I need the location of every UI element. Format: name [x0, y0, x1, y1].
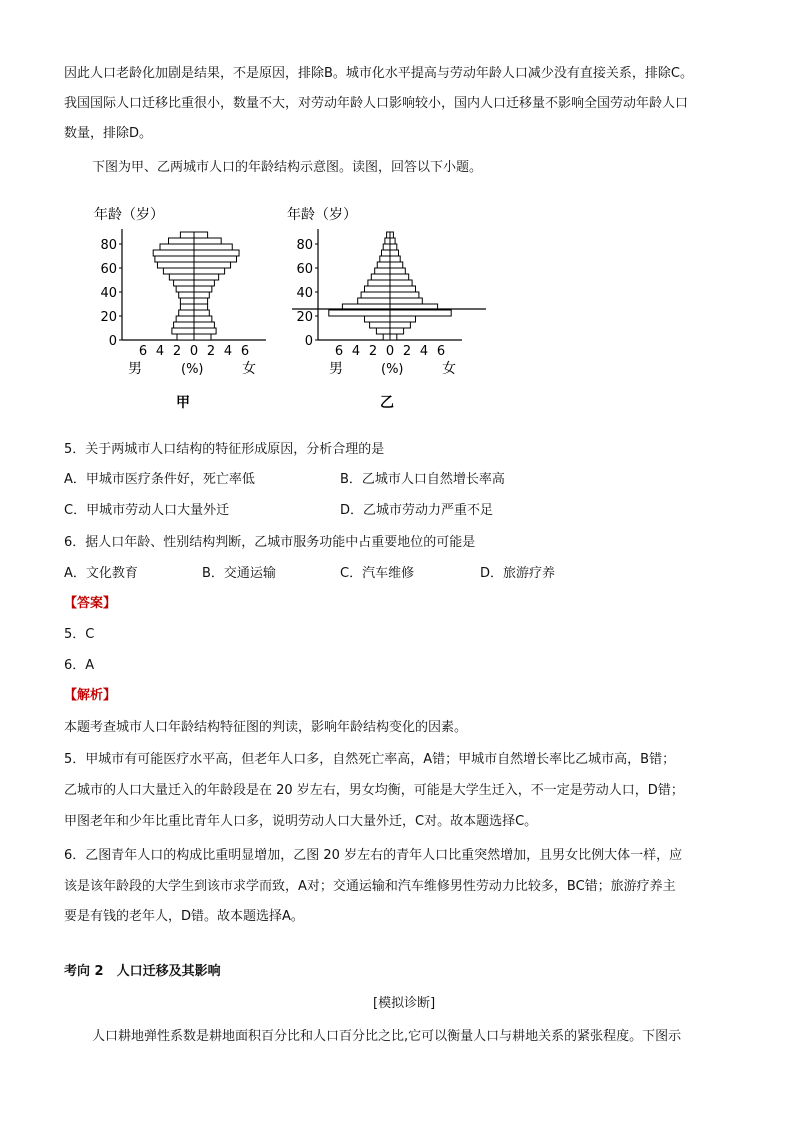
female-bar-45-50	[390, 280, 412, 286]
x-tick-label: 6	[334, 344, 344, 359]
female-label: 女	[242, 361, 256, 377]
male-bar-55-60	[375, 268, 390, 274]
intro-line-2: 我国国际人口迁移比重很小，数量不大，对劳动年龄人口影响较小，国内人口迁移量不影响全国劳动年龄人口	[64, 96, 689, 111]
female-bar-30-35	[390, 298, 422, 304]
female-bar-85-90	[194, 232, 208, 238]
y-tick-label: 80	[100, 238, 117, 253]
percent-label: (%)	[381, 362, 404, 377]
female-bar-20-25	[390, 310, 451, 316]
caption-jia: 甲	[176, 395, 190, 411]
pyramid-yi	[287, 206, 486, 411]
female-label: 女	[442, 361, 456, 377]
female-bar-50-55	[194, 274, 219, 280]
x-tick-label: 2	[172, 344, 182, 359]
y-tick-label: 40	[296, 286, 313, 301]
analysis-line-5: 6．乙图青年人口的构成比重明显增加，乙图 20 岁左右的青年人口比重突然增加，且男女比例大体一样，应	[64, 848, 683, 863]
y-tick-label: 20	[296, 310, 313, 325]
male-bar-60-65	[157, 262, 194, 268]
female-bar-65-70	[194, 256, 237, 262]
y-tick-label: 20	[100, 310, 117, 325]
male-bar-45-50	[174, 280, 194, 286]
female-bar-60-65	[194, 262, 231, 268]
male-label: 男	[329, 361, 343, 377]
female-bar-40-45	[390, 286, 416, 292]
female-bar-10-15	[194, 322, 214, 328]
female-bar-80-85	[194, 238, 221, 244]
y-tick-label: 40	[100, 286, 117, 301]
y-tick-label: 60	[100, 262, 117, 277]
male-bar-5-10	[172, 328, 194, 334]
male-bar-80-85	[169, 238, 195, 244]
q6-option-b[interactable]: B．交通运输	[202, 566, 276, 581]
x-tick-label: 6	[138, 344, 148, 359]
y-tick-label: 0	[304, 334, 313, 349]
percent-label: (%)	[181, 362, 204, 377]
male-bar-10-15	[370, 322, 390, 328]
analysis-line-4: 甲图老年和少年比重比青年人口多，说明劳动人口大量外迁，C对。故本题选择C。	[64, 814, 538, 829]
x-tick-label: 4	[155, 344, 165, 359]
section-heading: 考向 2 人口迁移及其影响	[64, 964, 221, 979]
male-bar-80-85	[385, 238, 390, 244]
male-bar-0-5	[177, 334, 194, 340]
male-bar-10-15	[174, 322, 194, 328]
figure-prompt: 下图为甲、乙两城市人口的年龄结构示意图。读图，回答以下小题。	[92, 160, 483, 175]
male-bar-85-90	[180, 232, 194, 238]
q5-option-a[interactable]: A．甲城市医疗条件好，死亡率低	[64, 472, 255, 487]
x-tick-label: 2	[206, 344, 216, 359]
male-bar-50-55	[371, 274, 390, 280]
caption-yi: 乙	[380, 395, 394, 411]
male-bar-55-60	[163, 268, 194, 274]
q5-option-d[interactable]: D．乙城市劳动力严重不足	[340, 503, 494, 518]
intro-line-1: 因此人口老龄化加剧是结果，不是原因，排除B。城市化水平提高与劳动年龄人口减少没有直接关系，排除C。	[64, 66, 693, 81]
x-tick-label: 0	[189, 344, 199, 359]
female-bar-5-10	[390, 328, 404, 334]
x-tick-label: 6	[436, 344, 446, 359]
male-bar-35-40	[361, 292, 390, 298]
female-bar-75-80	[194, 244, 232, 250]
female-bar-70-75	[194, 250, 239, 256]
female-bar-65-70	[390, 256, 400, 262]
female-bar-15-20	[390, 316, 416, 322]
male-bar-40-45	[176, 286, 194, 292]
female-bar-35-40	[390, 292, 419, 298]
x-tick-label: 2	[368, 344, 378, 359]
y-tick-label: 60	[296, 262, 313, 277]
question-6-stem: 6．据人口年龄、性别结构判断，乙城市服务功能中占重要地位的可能是	[64, 535, 476, 550]
female-bar-25-30	[194, 304, 208, 310]
male-bar-0-5	[383, 334, 390, 340]
male-bar-60-65	[377, 262, 390, 268]
section-subheading: [模拟诊断]	[373, 996, 436, 1011]
male-bar-30-35	[180, 298, 194, 304]
female-bar-0-5	[390, 334, 397, 340]
x-tick-label: 0	[385, 344, 395, 359]
x-tick-label: 4	[351, 344, 361, 359]
analysis-line-1: 本题考查城市人口年龄结构特征图的判读，影响年龄结构变化的因素。	[64, 720, 468, 735]
q5-option-c[interactable]: C．甲城市劳动人口大量外迁	[64, 503, 230, 518]
male-bar-25-30	[180, 304, 194, 310]
y-axis-title: 年龄（岁）	[287, 207, 357, 223]
female-bar-15-20	[194, 316, 212, 322]
female-bar-55-60	[194, 268, 225, 274]
analysis-line-2: 5．甲城市有可能医疗水平高，但老年人口多，自然死亡率高，A错；甲城市自然增长率比乙城市高，B错；	[64, 752, 676, 767]
male-bar-15-20	[365, 316, 391, 322]
male-bar-20-25	[329, 310, 390, 316]
male-bar-50-55	[169, 274, 194, 280]
pyramid-jia	[94, 206, 266, 411]
answer-label: 【答案】	[64, 596, 117, 611]
answer-6: 6．A	[64, 658, 95, 673]
female-bar-20-25	[194, 310, 209, 316]
female-bar-10-15	[390, 322, 410, 328]
female-bar-60-65	[390, 262, 403, 268]
section-text: 人口耕地弹性系数是耕地面积百分比和人口百分比之比,它可以衡量人口与耕地关系的紧张程度。下图示	[92, 1029, 682, 1044]
q6-option-c[interactable]: C．汽车维修	[340, 566, 415, 581]
female-bar-40-45	[194, 286, 212, 292]
female-bar-45-50	[194, 280, 214, 286]
female-bar-50-55	[390, 274, 409, 280]
female-bar-85-90	[390, 232, 393, 238]
male-label: 男	[128, 361, 142, 377]
female-bar-75-80	[390, 244, 397, 250]
male-bar-65-70	[155, 256, 194, 262]
question-5-stem: 5．关于两城市人口结构的特征形成原因，分析合理的是	[64, 442, 385, 457]
q6-option-a[interactable]: A．文化教育	[64, 566, 138, 581]
female-bar-80-85	[390, 238, 395, 244]
x-tick-label: 6	[240, 344, 250, 359]
female-bar-55-60	[390, 268, 405, 274]
analysis-line-3: 乙城市的人口大量迁入的年龄段是在 20 岁左右，男女均衡，可能是大学生迁入，不一定是劳动人口，D错；	[64, 783, 684, 798]
analysis-line-6: 该是该年龄段的大学生到该市求学而致，A对；交通运输和汽车维修男性劳动力比较多，BC错；旅游疗养主	[64, 879, 676, 894]
male-bar-75-80	[383, 244, 390, 250]
y-tick-label: 0	[108, 334, 117, 349]
female-bar-30-35	[194, 298, 208, 304]
male-bar-70-75	[382, 250, 391, 256]
male-bar-70-75	[153, 250, 194, 256]
female-bar-35-40	[194, 292, 209, 298]
female-bar-5-10	[194, 328, 216, 334]
male-bar-20-25	[179, 310, 194, 316]
male-bar-5-10	[376, 328, 390, 334]
x-tick-label: 2	[402, 344, 412, 359]
male-bar-45-50	[368, 280, 390, 286]
intro-line-3: 数量，排除D。	[64, 126, 153, 141]
x-tick-label: 4	[223, 344, 233, 359]
analysis-label: 【解析】	[64, 688, 117, 703]
q5-option-b[interactable]: B．乙城市人口自然增长率高	[340, 472, 505, 487]
male-bar-75-80	[160, 244, 194, 250]
x-tick-label: 4	[419, 344, 429, 359]
female-bar-0-5	[194, 334, 211, 340]
analysis-line-7: 要是有钱的老年人，D错。故本题选择A。	[64, 909, 304, 924]
population-pyramid-figures	[0, 195, 794, 425]
male-bar-15-20	[176, 316, 194, 322]
male-bar-65-70	[380, 256, 390, 262]
q6-option-d[interactable]: D．旅游疗养	[480, 566, 556, 581]
male-bar-30-35	[358, 298, 390, 304]
male-bar-40-45	[365, 286, 391, 292]
answer-5: 5．C	[64, 627, 95, 642]
male-bar-35-40	[179, 292, 194, 298]
female-bar-70-75	[390, 250, 399, 256]
y-axis-title: 年龄（岁）	[94, 207, 164, 223]
male-bar-85-90	[387, 232, 390, 238]
y-tick-label: 80	[296, 238, 313, 253]
